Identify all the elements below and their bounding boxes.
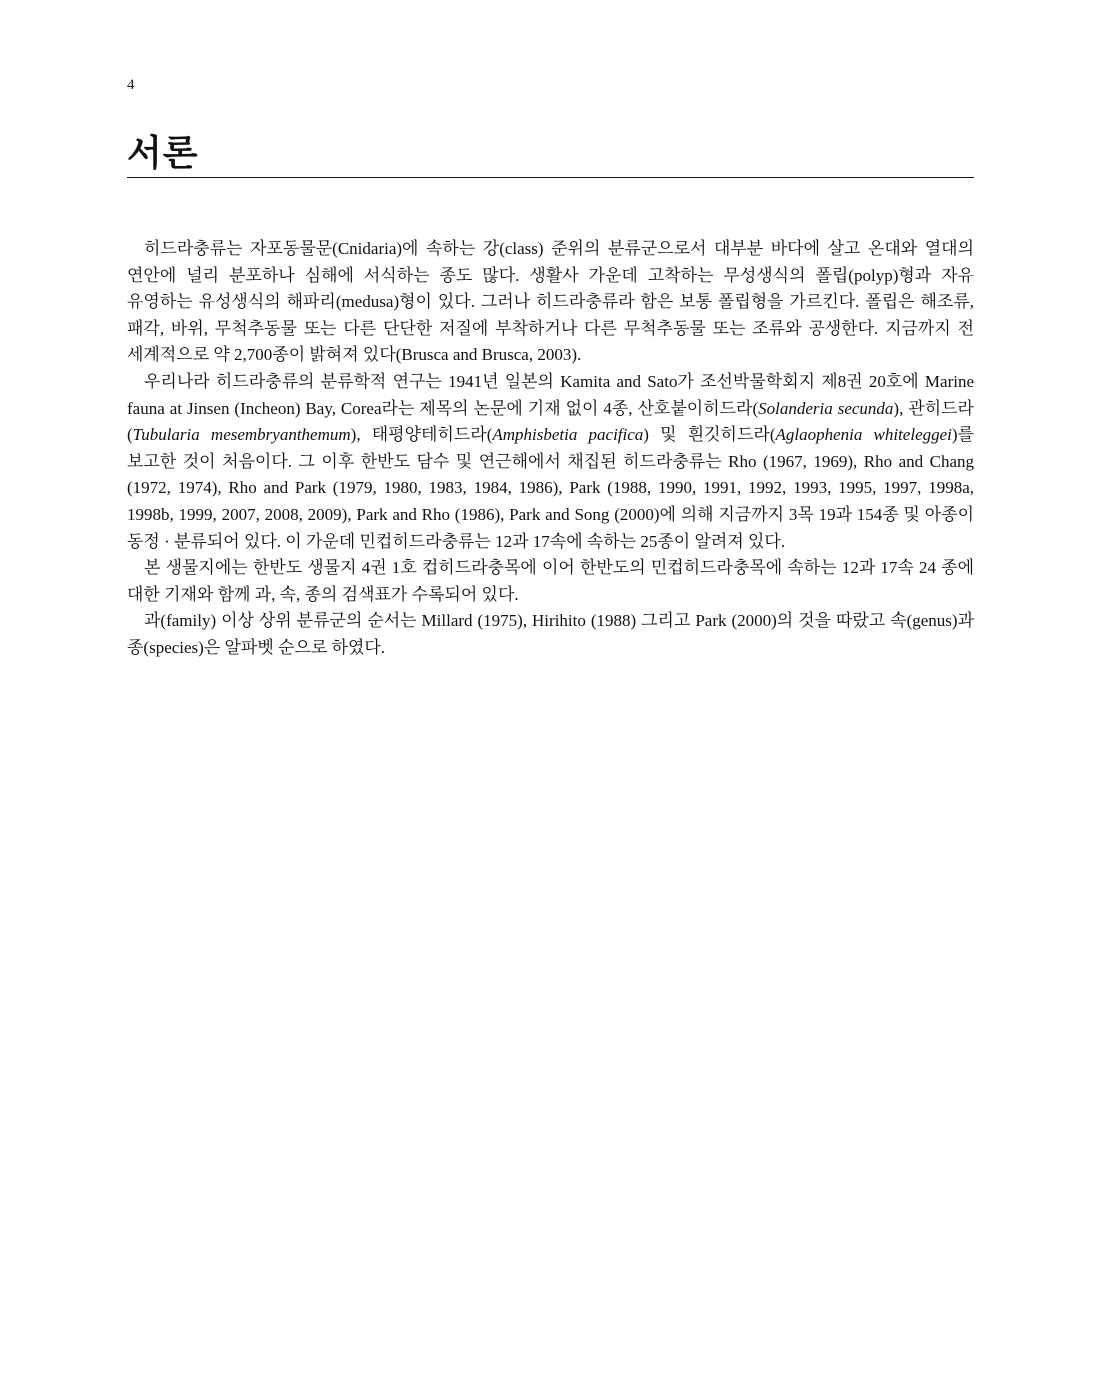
chapter-title: 서론: [127, 132, 199, 174]
paragraph-text: ) 및 흰깃히드라(: [643, 425, 776, 445]
species-name: Aglaophenia whiteleggei: [775, 425, 952, 445]
paragraph-text: 우리나라 히드라충류의 분류학적 연구는 1941년 일본의 Kamita and Sato가 조선박물학회지 제8권 20호에 Marine fauna at Jinsen (Incheon) Bay, Corea라는 제목의 논문에 기재 없이 4종, 산호붙이히드라(: [127, 371, 974, 418]
paragraph-classification-order: [127, 608, 974, 661]
paragraph-text: ), 태평양테히드라(: [350, 425, 493, 445]
species-name: Solanderia secunda: [758, 398, 894, 418]
paragraph-text: 히드라충류는 자포동물문(Cnidaria)에 속하는 강(class) 준위의 분류군으로서 대부분 바다에 살고 온대와 열대의 연안에 널리 분포하나 심해에 서식하는 종도 많다. 생활사 가운데 고착하는 무성생식의 폴립(polyp)형과 자유 유영하는 유성생식의 해파리(medusa)형이 있다. 그러나 히드라충류라 함은 보통 폴립형을 가르킨다. 폴립은 해조류, 패각, 바위, 무척추동물 또는 다른 단단한 저질에 부착하거나 다른 무척추동물 또는 조류와 공생한다. 지금까지 전 세계적으로 약 2,700종이 밝혀져 있다(Brusca and Brusca, 2003).: [127, 239, 974, 365]
paragraph-text: 본 생물지에는 한반도 생물지 4권 1호 컵히드라충목에 이어 한반도의 민컵히드라충목에 속하는 12과 17속 24 종에 대한 기재와 함께 과, 속, 종의 검색표가 수록되어 있다.: [127, 558, 974, 604]
body-text: [127, 236, 974, 662]
paragraph-text: )를 보고한 것이 처음이다. 그 이후 한반도 담수 및 연근해에서 채집된 히드라충류는 Rho (1967, 1969), Rho and Chang (1972, 1974), Rho and Park (1979, 1980, 1983, 1984, 1986), Park (1988, 1990, 1991, 1992, 1993, 1995, 1997, 1998a, 1998b, 1999, 2007, 2008, 2009), Park and Rho (1986), Park and Song (2000)에 의해 지금까지 3목 19과 154종 및 아종이 동정 · 분류되어 있다. 이 가운데 민컵히드라충류는 12과 17속에 속하는 25종이 알려져 있다.: [127, 425, 974, 551]
title-divider: [127, 177, 974, 178]
paragraph-research-history: [127, 369, 974, 555]
page-number: 4: [127, 77, 135, 93]
species-name: Tubularia mesembryanthemum: [132, 425, 351, 445]
paragraph-text: ), 관히드라(: [127, 398, 974, 445]
paragraph-text: 과(family) 이상 상위 분류군의 순서는 Millard (1975), Hirihito (1988) 그리고 Park (2000)의 것을 따랐고 속(genus)과 종(species)은 알파벳 순으로 하였다.: [127, 611, 974, 657]
species-name: Amphisbetia pacifica: [492, 425, 644, 445]
paragraph-scope: [127, 555, 974, 608]
paragraph-introduction: [127, 236, 974, 369]
